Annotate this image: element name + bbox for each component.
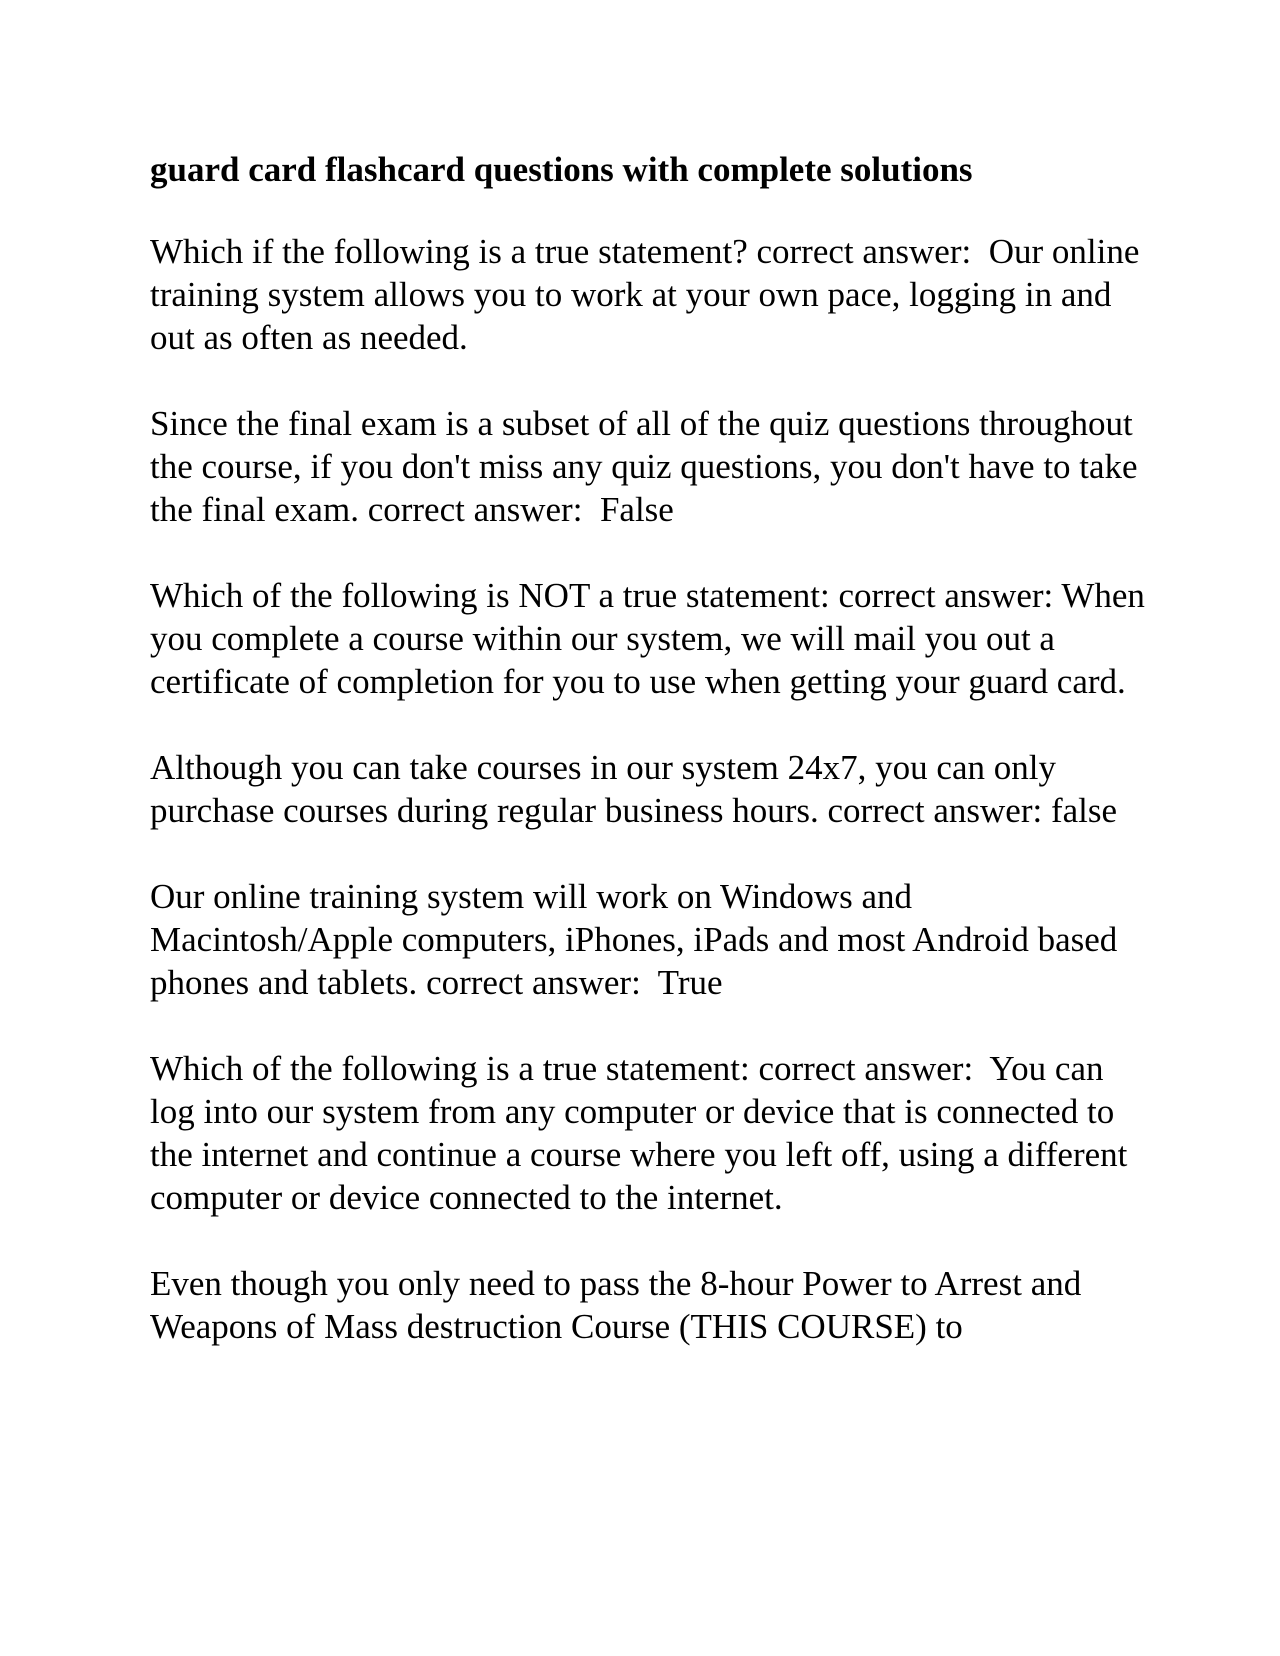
answer-text: False (599, 490, 674, 529)
answer-text: When you complete a course within our system, we will mail you out a certificate of completion for you to use when getting your guard card. (150, 576, 1154, 701)
answer-label: correct answer: (756, 232, 972, 271)
qa-item-5 (150, 875, 1150, 1004)
question-text: Since the final exam is a subset of all of the quiz questions throughout the course, if you don't miss any quiz questions, you don't have to take the final exam. (150, 404, 1147, 529)
answer-label: correct answer: (426, 963, 641, 1002)
question-text: Which of the following is a true statement: (150, 1049, 750, 1088)
qa-item-3 (150, 574, 1154, 703)
qa-item-2 (150, 402, 1150, 531)
answer-label: correct answer: (367, 490, 583, 529)
qa-item-1 (150, 230, 1150, 359)
document-page (150, 148, 1154, 1391)
question-text: Which of the following is NOT a true statement: (150, 576, 830, 615)
question-text: Even though you only need to pass the 8-hour Power to Arrest and Weapons of Mass destruction Course (THIS COURSE) to (150, 1264, 1090, 1346)
answer-text: false (1050, 791, 1118, 830)
qa-item-6 (150, 1047, 1150, 1219)
answer-text: True (657, 963, 723, 1002)
qa-item-4 (150, 746, 1150, 832)
question-text: Which if the following is a true statement? (150, 232, 748, 271)
answer-text: Our online training system allows you to work at your own pace, logging in and out as often as needed. (150, 232, 1149, 357)
answer-text: You can log into our system from any computer or device that is connected to the internet and continue a course where you left off, using a different computer or device connected to the internet. (150, 1049, 1137, 1217)
question-text: Although you can take courses in our system 24x7, you can only purchase courses during regular business hours. (150, 748, 1065, 830)
document-title: guard card flashcard questions with complete solutions (150, 150, 973, 189)
question-text: Our online training system will work on Windows and Macintosh/Apple computers, iPhones, iPads and most Android based phones and tablets. (150, 877, 1127, 1002)
answer-label: correct answer: (827, 791, 1043, 830)
qa-item-7 (150, 1262, 1150, 1348)
answer-label: correct answer: (838, 576, 1054, 615)
answer-label: correct answer: (758, 1049, 974, 1088)
